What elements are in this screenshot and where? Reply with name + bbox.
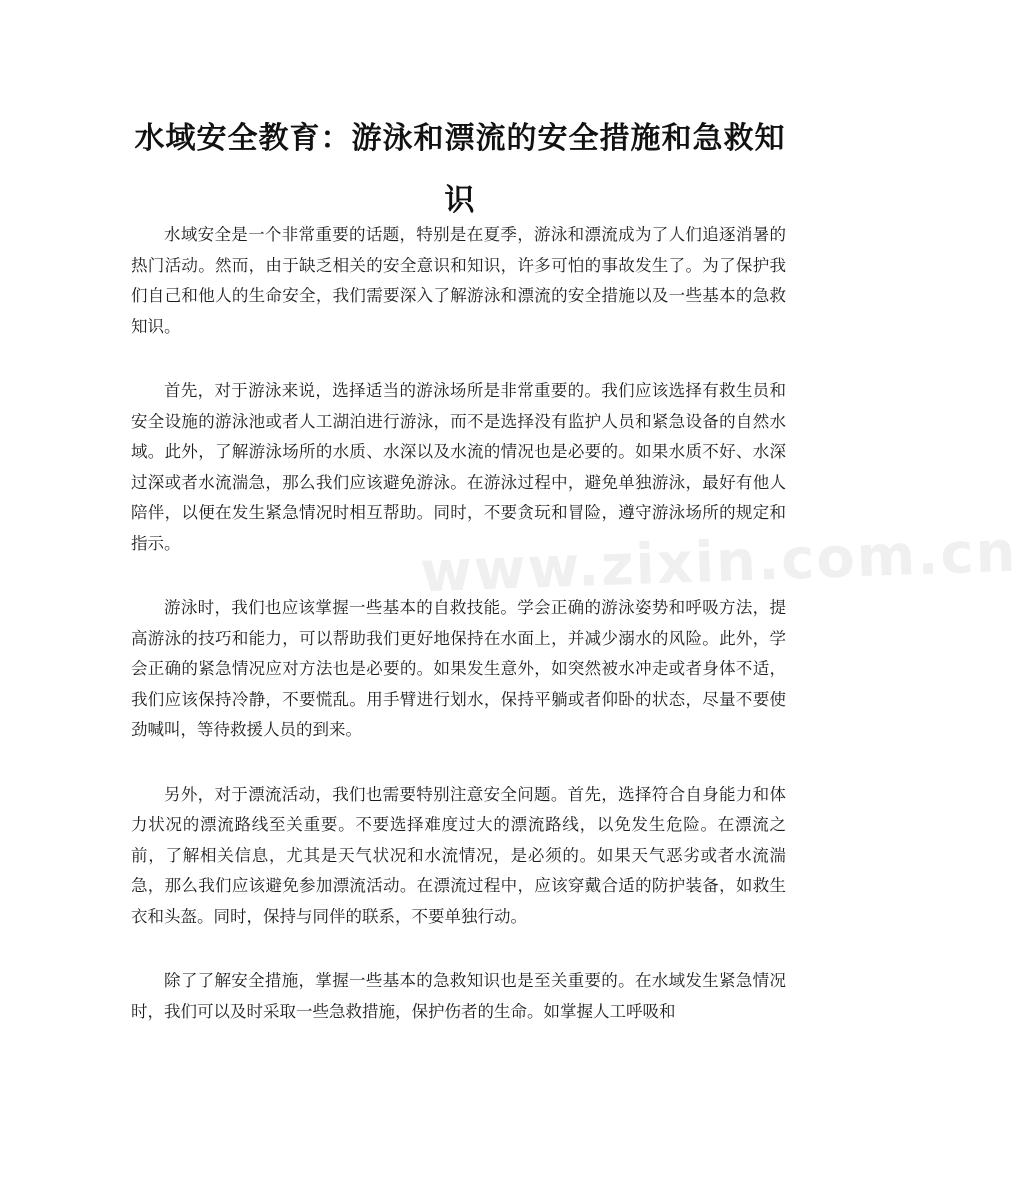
document-title: 水域安全教育：游泳和漂流的安全措施和急救知识 <box>134 121 786 218</box>
paragraph-self-rescue: 游泳时，我们也应该掌握一些基本的自救技能。学会正确的游泳姿势和呼吸方法，提高游泳的技巧和能力，可以帮助我们更好地保持在水面上，并减少溺水的风险。此外，学会正确的紧急情况应对方法也是必要的。如果发生意外，如突然被水冲走或者身体不适，我们应该保持冷静，不要慌乱。用手臂进行划水，保持平躺或者仰卧的状态，尽量不要使劲喊叫，等待救援人员的到来。 <box>131 598 786 739</box>
paragraph-rafting: 另外，对于漂流活动，我们也需要特别注意安全问题。首先，选择符合自身能力和体力状况的漂流路线至关重要。不要选择难度过大的漂流路线，以免发生危险。在漂流之前，了解相关信息，尤其是天气状况和水流情况，是必须的。如果天气恶劣或者水流湍急，那么我们应该避免参加漂流活动。在漂流过程中，应该穿戴合适的防护装备，如救生衣和头盔。同时，保持与同伴的联系，不要单独行动。 <box>131 784 786 926</box>
watermark-text: www.zixin.com.cn <box>419 519 1018 606</box>
paragraph-first-aid: 除了了解安全措施，掌握一些基本的急救知识也是至关重要的。在水域发生紧急情况时，我们可以及时采取一些急救措施，保护伤者的生命。如掌握人工呼吸和 <box>131 971 786 1021</box>
paragraph-swimming-venue: 首先，对于游泳来说，选择适当的游泳场所是非常重要的。我们应该选择有救生员和安全设施的游泳池或者人工湖泊进行游泳，而不是选择没有监护人员和紧急设备的自然水域。此外，了解游泳场所的水质、水深以及水流的情况也是必要的。如果水质不好、水深过深或者水流湍急，那么我们应该避免游泳。在游泳过程中，避免单独游泳，最好有他人陪伴，以便在发生紧急情况时相互帮助。同时，不要贪玩和冒险，遵守游泳场所的规定和指示。 <box>131 381 786 553</box>
paragraph-intro: 水域安全是一个非常重要的话题，特别是在夏季，游泳和漂流成为了人们追逐消暑的热门活动。然而，由于缺乏相关的安全意识和知识，许多可怕的事故发生了。为了保护我们自己和他人的生命安全，我们需要深入了解游泳和漂流的安全措施以及一些基本的急救知识。 <box>131 225 786 336</box>
document-body <box>131 220 786 1061</box>
